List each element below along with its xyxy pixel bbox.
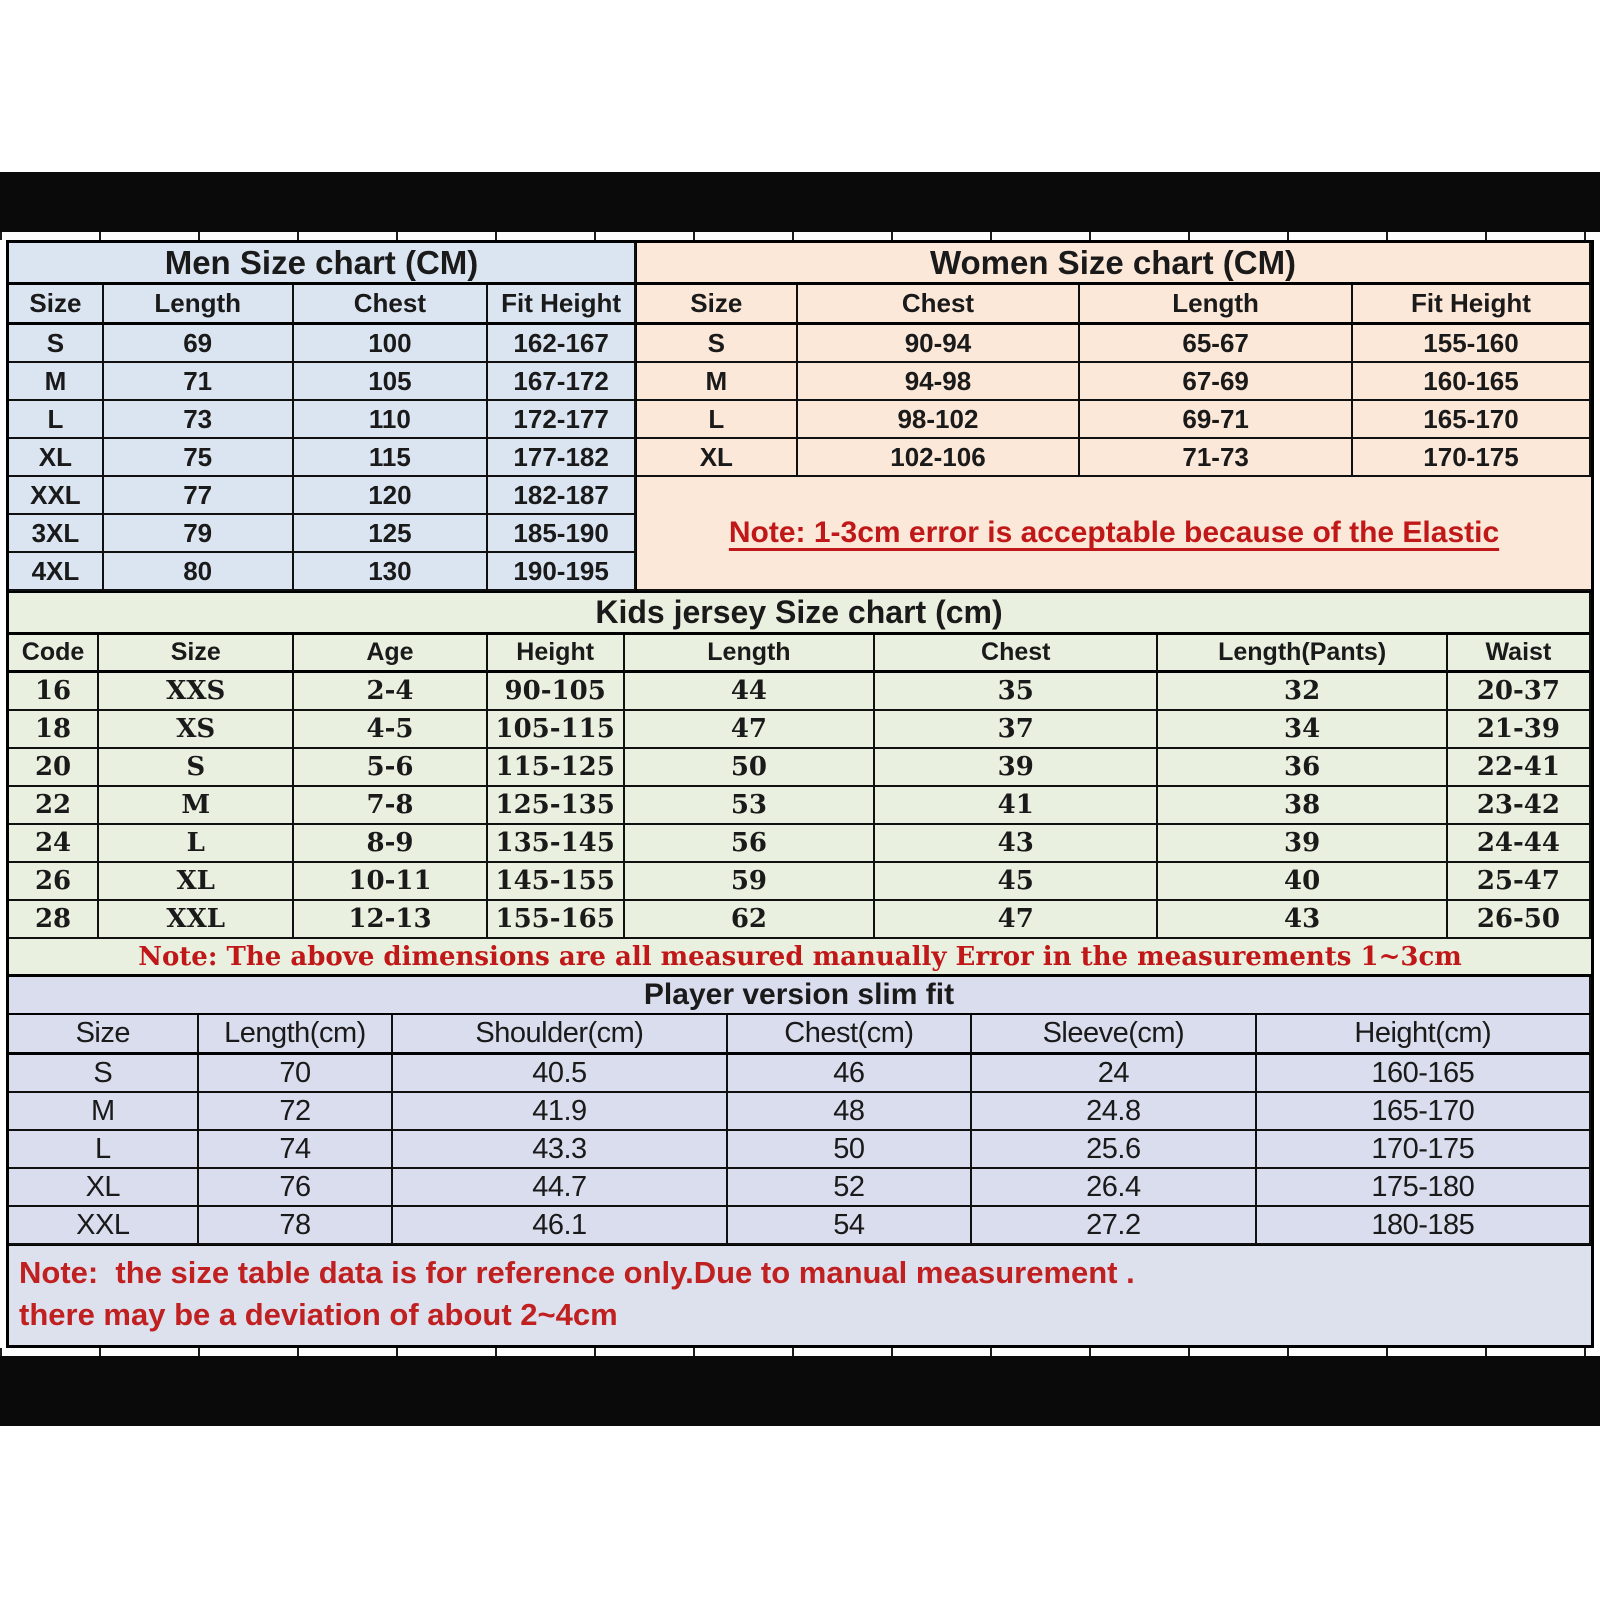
size-chart-tables (6, 240, 1594, 1348)
table-title: Men Size chart (CM) (9, 243, 636, 285)
table-cell: 105 (294, 363, 489, 401)
table-cell: M (637, 363, 798, 401)
women-note-text: Note: 1-3cm error is acceptable because of the Elastic (728, 516, 1500, 549)
column-header: Chest (798, 285, 1081, 325)
spreadsheet-row-sliver-bottom (0, 1348, 1600, 1356)
table-cell: L (9, 401, 104, 439)
table-cell: 67-69 (1080, 363, 1353, 401)
table-cell: 47 (875, 901, 1158, 939)
table-cell: 21-39 (1448, 711, 1591, 749)
table-cell: 77 (104, 477, 294, 515)
table-cell: 115 (294, 439, 489, 477)
table-cell: 105-115 (488, 711, 625, 749)
column-header: Length (1080, 285, 1353, 325)
table-cell: 5-6 (294, 749, 487, 787)
table-cell: 10-11 (294, 863, 487, 901)
column-header: Age (294, 635, 487, 673)
column-header: Size (9, 285, 104, 325)
column-header: Sleeve(cm) (972, 1015, 1256, 1055)
table-cell: 40 (1158, 863, 1447, 901)
table-cell: 4XL (9, 553, 104, 591)
spreadsheet-row-sliver-top (0, 232, 1600, 240)
table-cell: 24.8 (972, 1093, 1256, 1131)
table-cell: 125-135 (488, 787, 625, 825)
table-cell: 160-165 (1257, 1055, 1591, 1093)
table-cell: 76 (199, 1169, 394, 1207)
table-cell: 155-165 (488, 901, 625, 939)
table-cell: 26.4 (972, 1169, 1256, 1207)
table-cell: M (9, 1093, 199, 1131)
table-cell: 62 (625, 901, 875, 939)
table-cell: XL (99, 863, 294, 901)
table-cell: 35 (875, 673, 1158, 711)
table-cell: 24 (972, 1055, 1256, 1093)
table-cell: L (9, 1131, 199, 1169)
table-cell: 69 (104, 325, 294, 363)
table-cell: XS (99, 711, 294, 749)
women-note (637, 477, 1591, 591)
table-cell: 180-185 (1257, 1207, 1591, 1245)
table-cell: 50 (728, 1131, 973, 1169)
footer-note (9, 1245, 1591, 1345)
table-cell: 125 (294, 515, 489, 553)
table-cell: L (99, 825, 294, 863)
table-cell: S (9, 325, 104, 363)
table-cell: 22-41 (1448, 749, 1591, 787)
table-cell: 90-105 (488, 673, 625, 711)
table-cell: M (9, 363, 104, 401)
table-cell: 135-145 (488, 825, 625, 863)
table-cell: 165-170 (1353, 401, 1591, 439)
table-cell: 41 (875, 787, 1158, 825)
table-cell: 34 (1158, 711, 1447, 749)
table-title: Women Size chart (CM) (637, 243, 1591, 285)
table-cell: 46.1 (393, 1207, 727, 1245)
table-cell: 59 (625, 863, 875, 901)
table-cell: 22 (9, 787, 99, 825)
table-cell: 52 (728, 1169, 973, 1207)
column-header: Code (9, 635, 99, 673)
table-cell: 185-190 (488, 515, 636, 553)
table-cell: 37 (875, 711, 1158, 749)
table-cell: 44 (625, 673, 875, 711)
bottom-black-bar (0, 1356, 1600, 1426)
column-header: Length(Pants) (1158, 635, 1447, 673)
table-cell: 102-106 (798, 439, 1081, 477)
table-cell: 182-187 (488, 477, 636, 515)
table-cell: 73 (104, 401, 294, 439)
table-cell: 165-170 (1257, 1093, 1591, 1131)
table-cell: 26 (9, 863, 99, 901)
table-cell: 78 (199, 1207, 394, 1245)
table-cell: XXL (9, 1207, 199, 1245)
table-cell: 20-37 (1448, 673, 1591, 711)
table-cell: 75 (104, 439, 294, 477)
player-version-table (9, 977, 1591, 1245)
table-cell: 39 (875, 749, 1158, 787)
column-header: Size (9, 1015, 199, 1055)
table-cell: 162-167 (488, 325, 636, 363)
table-cell: S (9, 1055, 199, 1093)
table-cell: 28 (9, 901, 99, 939)
column-header: Size (99, 635, 294, 673)
table-cell: 40.5 (393, 1055, 727, 1093)
column-header: Chest (875, 635, 1158, 673)
table-cell: 130 (294, 553, 489, 591)
top-black-bar (0, 172, 1600, 232)
column-header: Height (488, 635, 625, 673)
table-cell: 44.7 (393, 1169, 727, 1207)
table-cell: 145-155 (488, 863, 625, 901)
table-cell: 48 (728, 1093, 973, 1131)
table-cell: 43.3 (393, 1131, 727, 1169)
table-cell: 3XL (9, 515, 104, 553)
table-cell: 50 (625, 749, 875, 787)
table-cell: 100 (294, 325, 489, 363)
men-size-table (9, 243, 637, 591)
column-header: Length (625, 635, 875, 673)
table-cell: 25.6 (972, 1131, 1256, 1169)
table-cell: 41.9 (393, 1093, 727, 1131)
table-cell: 45 (875, 863, 1158, 901)
table-cell: 177-182 (488, 439, 636, 477)
column-header: Fit Height (1353, 285, 1591, 325)
table-cell: 4-5 (294, 711, 487, 749)
table-cell: XXL (9, 477, 104, 515)
table-cell: 120 (294, 477, 489, 515)
table-cell: XL (9, 1169, 199, 1207)
table-cell: 70 (199, 1055, 394, 1093)
table-cell: 43 (1158, 901, 1447, 939)
table-cell: M (99, 787, 294, 825)
column-header: Length(cm) (199, 1015, 394, 1055)
table-cell: 18 (9, 711, 99, 749)
table-cell: 47 (625, 711, 875, 749)
table-cell: S (637, 325, 798, 363)
table-cell: 2-4 (294, 673, 487, 711)
table-cell: 8-9 (294, 825, 487, 863)
men-size-grid (9, 243, 637, 591)
table-cell: 32 (1158, 673, 1447, 711)
table-cell: 12-13 (294, 901, 487, 939)
women-size-table (637, 243, 1591, 591)
table-cell: 53 (625, 787, 875, 825)
table-cell: 71 (104, 363, 294, 401)
table-cell: XXL (99, 901, 294, 939)
table-cell: 24-44 (1448, 825, 1591, 863)
column-header: Fit Height (488, 285, 636, 325)
table-cell: 20 (9, 749, 99, 787)
kids-size-table (9, 591, 1591, 939)
table-cell: XXS (99, 673, 294, 711)
table-cell: 46 (728, 1055, 973, 1093)
table-cell: 160-165 (1353, 363, 1591, 401)
table-cell: XL (637, 439, 798, 477)
table-cell: 155-160 (1353, 325, 1591, 363)
table-cell: 72 (199, 1093, 394, 1131)
table-cell: 38 (1158, 787, 1447, 825)
column-header: Size (637, 285, 798, 325)
table-cell: 98-102 (798, 401, 1081, 439)
table-cell: 190-195 (488, 553, 636, 591)
column-header: Chest (294, 285, 489, 325)
table-cell: 23-42 (1448, 787, 1591, 825)
table-cell: 36 (1158, 749, 1447, 787)
table-cell: 94-98 (798, 363, 1081, 401)
table-cell: 39 (1158, 825, 1447, 863)
table-cell: L (637, 401, 798, 439)
table-title: Kids jersey Size chart (cm) (9, 593, 1591, 635)
table-cell: 26-50 (1448, 901, 1591, 939)
table-cell: XL (9, 439, 104, 477)
kids-note (9, 939, 1591, 977)
table-cell: 115-125 (488, 749, 625, 787)
footer-note-line2: there may be a deviation of about 2~4cm (19, 1296, 618, 1332)
table-cell: 172-177 (488, 401, 636, 439)
column-header: Waist (1448, 635, 1591, 673)
column-header: Height(cm) (1257, 1015, 1591, 1055)
table-cell: 7-8 (294, 787, 487, 825)
table-cell: 71-73 (1080, 439, 1353, 477)
table-cell: 25-47 (1448, 863, 1591, 901)
table-cell: 74 (199, 1131, 394, 1169)
table-cell: S (99, 749, 294, 787)
table-cell: 69-71 (1080, 401, 1353, 439)
table-title: Player version slim fit (9, 977, 1591, 1015)
table-cell: 24 (9, 825, 99, 863)
kids-note-text: Note: The above dimensions are all measured manually Error in the measurements 1~3cm (138, 941, 1462, 972)
table-cell: 170-175 (1257, 1131, 1591, 1169)
column-header: Chest(cm) (728, 1015, 973, 1055)
table-cell: 43 (875, 825, 1158, 863)
table-cell: 56 (625, 825, 875, 863)
column-header: Length (104, 285, 294, 325)
table-cell: 27.2 (972, 1207, 1256, 1245)
men-women-section (9, 243, 1591, 591)
table-cell: 175-180 (1257, 1169, 1591, 1207)
table-cell: 90-94 (798, 325, 1081, 363)
table-cell: 54 (728, 1207, 973, 1245)
table-cell: 16 (9, 673, 99, 711)
women-size-grid (637, 243, 1591, 477)
table-cell: 65-67 (1080, 325, 1353, 363)
column-header: Shoulder(cm) (393, 1015, 727, 1055)
footer-note-line1: Note: the size table data is for reference only.Due to manual measurement . (19, 1255, 1135, 1290)
table-cell: 170-175 (1353, 439, 1591, 477)
table-cell: 79 (104, 515, 294, 553)
table-cell: 110 (294, 401, 489, 439)
table-cell: 167-172 (488, 363, 636, 401)
table-cell: 80 (104, 553, 294, 591)
